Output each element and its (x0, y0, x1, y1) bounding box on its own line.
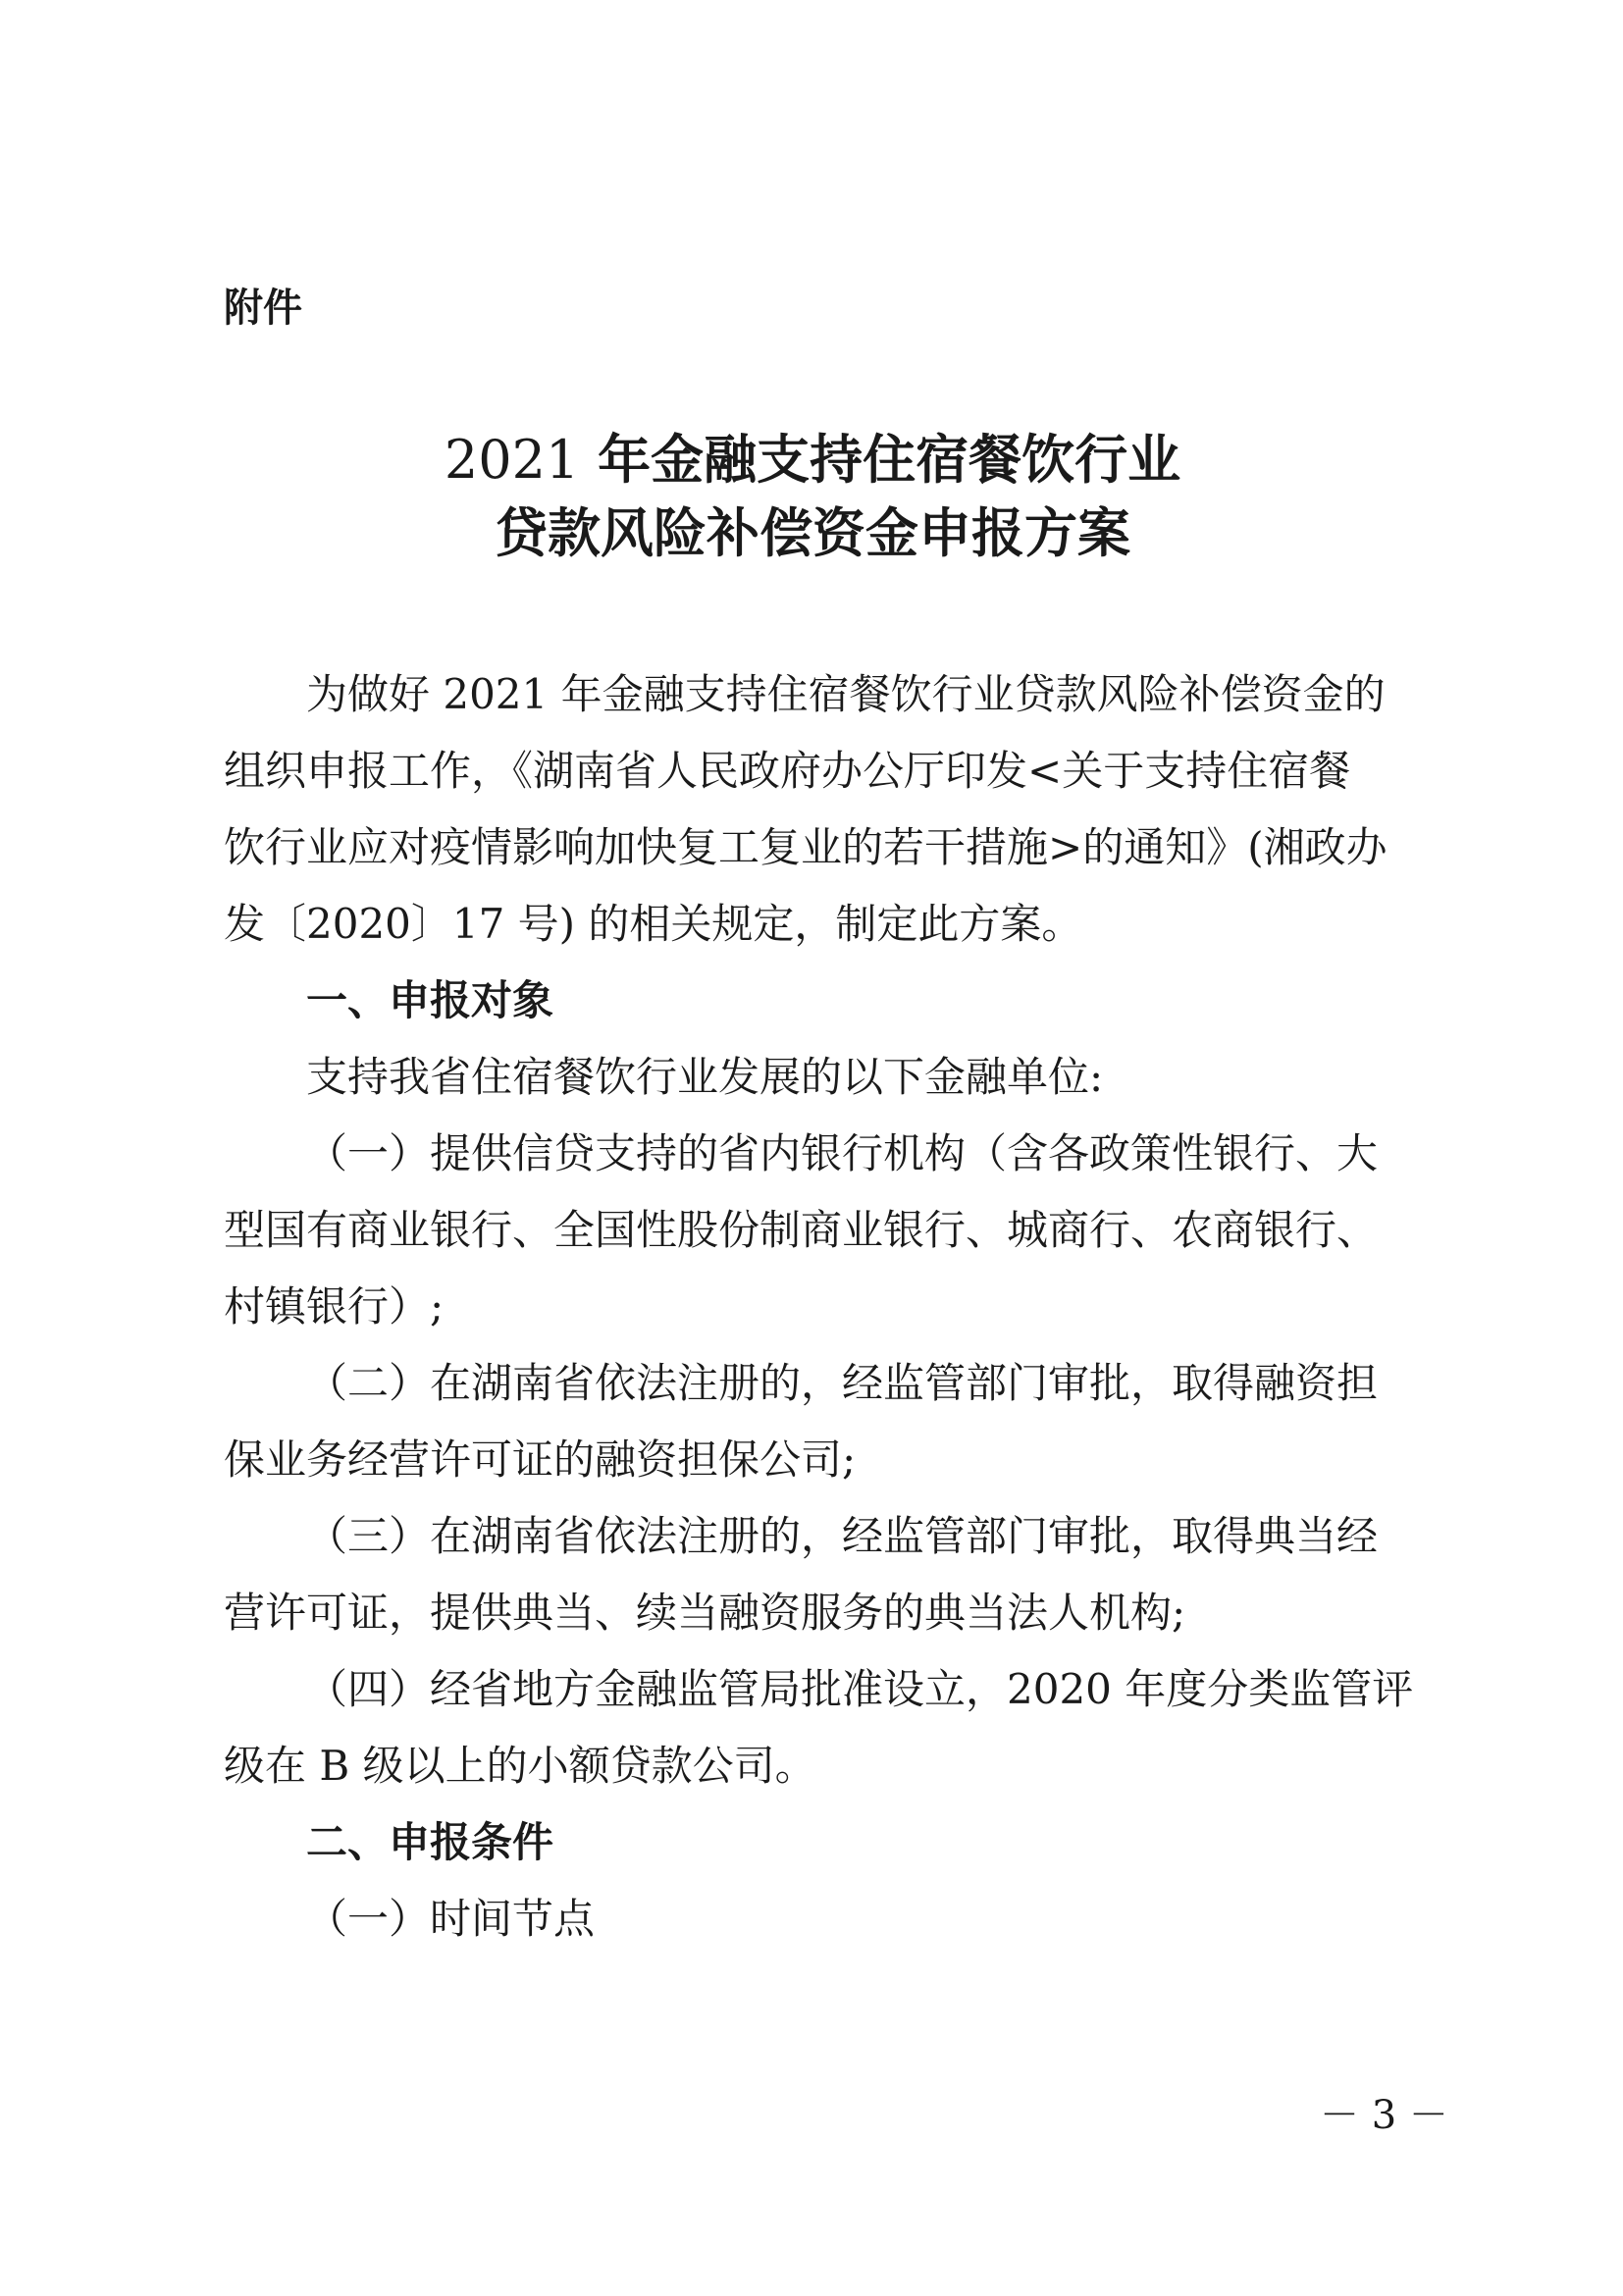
section-1-lead: 支持我省住宿餐饮行业发展的以下金融单位: (306, 1053, 1104, 1101)
document-title-line-2: 贷款风险补偿资金申报方案 (495, 501, 1130, 564)
section-2-sub-1: （一）时间节点 (306, 1895, 596, 1943)
section-1-item-3-line-1: （三）在湖南省依法注册的，经监管部门审批，取得典当经 (306, 1512, 1379, 1560)
page-number: － 3 － (1320, 2093, 1448, 2138)
section-2-heading: 二、申报条件 (306, 1818, 554, 1866)
intro-line-4: 发〔2020〕17 号) 的相关规定，制定此方案。 (224, 900, 1083, 948)
intro-line-1: 为做好 2021 年金融支持住宿餐饮行业贷款风险补偿资金的 (306, 670, 1386, 718)
section-1-item-2-line-2: 保业务经营许可证的融资担保公司; (224, 1435, 857, 1484)
attachment-label: 附件 (224, 286, 302, 331)
section-1-item-1-line-2: 型国有商业银行、全国性股份制商业银行、城商行、农商银行、 (224, 1206, 1379, 1254)
section-1-item-2-line-1: （二）在湖南省依法注册的，经监管部门审批，取得融资担 (306, 1359, 1379, 1407)
section-1-item-4-line-2: 级在 B 级以上的小额贷款公司。 (224, 1742, 816, 1790)
title-year: 2021 (444, 429, 580, 491)
section-1-item-1-line-3: 村镇银行）; (224, 1282, 445, 1331)
intro-line-2: 组织申报工作，《湖南省人民政府办公厅印发<关于支持住宿餐 (224, 747, 1351, 795)
section-1-item-3-line-2: 营许可证，提供典当、续当融资服务的典当法人机构; (224, 1589, 1186, 1637)
section-1-item-4-line-1: （四）经省地方金融监管局批准设立，2020 年度分类监管评 (306, 1665, 1414, 1713)
title-line-1-text: 年金融支持住宿餐饮行业 (579, 428, 1181, 491)
section-1-heading: 一、申报对象 (306, 976, 554, 1024)
document-title-line-1 (224, 425, 1401, 495)
section-1-item-1-line-1: （一）提供信贷支持的省内银行机构（含各政策性银行、大 (306, 1129, 1379, 1177)
intro-line-3: 饮行业应对疫情影响加快复工复业的若干措施>的通知》(湘政办 (224, 823, 1387, 871)
